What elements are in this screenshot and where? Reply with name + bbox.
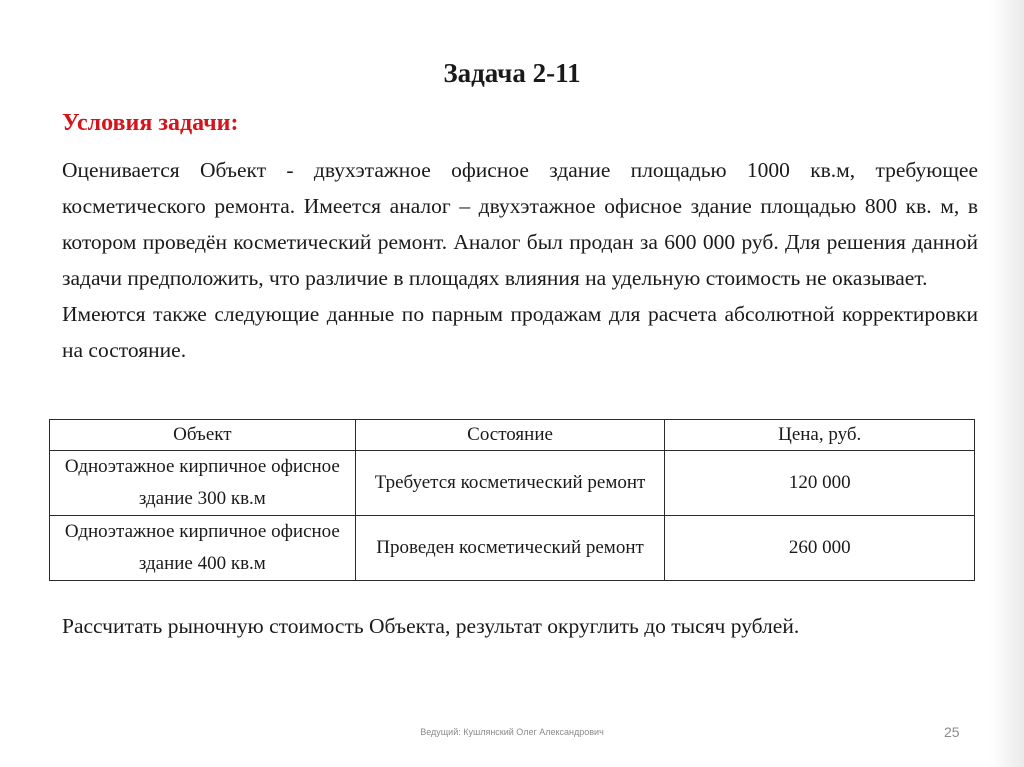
cell-condition: Проведен косметический ремонт	[355, 516, 665, 581]
table-row	[50, 516, 975, 581]
header-price: Цена, руб.	[665, 420, 975, 451]
presenter-footer: Ведущий: Кушлянский Олег Александрович	[420, 727, 604, 737]
table-header-row	[50, 420, 975, 451]
slide-edge-shadow	[990, 0, 1024, 767]
problem-paragraph: Имеются также следующие данные по парным продажам для расчета абсолютной корректировки на состояние.	[62, 302, 978, 362]
slide-title: Задача 2-11	[443, 58, 581, 88]
problem-paragraph: Оценивается Объект - двухэтажное офисное здание площадью 1000 кв.м, требующее косметического ремонта. Имеется аналог – двухэтажное офисное здание площадью 800 кв. м, в котором проведён косметический ремонт. Аналог был продан за 600 000 руб. Для решения данной задачи предположить, что различие в площадях влияния на удельную стоимость не оказывает.	[62, 158, 978, 290]
cell-price: 120 000	[665, 451, 975, 516]
cell-condition: Требуется косметический ремонт	[355, 451, 665, 516]
paired-sales-table	[49, 419, 975, 581]
task-statement: Рассчитать рыночную стоимость Объекта, результат округлить до тысяч рублей.	[62, 614, 800, 638]
header-object: Объект	[50, 420, 356, 451]
conditions-heading: Условия задачи:	[62, 110, 239, 136]
header-condition: Состояние	[355, 420, 665, 451]
cell-price: 260 000	[665, 516, 975, 581]
cell-object: Одноэтажное кирпичное офисное здание 300 кв.м	[50, 451, 356, 516]
problem-text	[62, 152, 978, 368]
cell-object: Одноэтажное кирпичное офисное здание 400 кв.м	[50, 516, 356, 581]
table-row	[50, 451, 975, 516]
page-number: 25	[944, 724, 960, 740]
